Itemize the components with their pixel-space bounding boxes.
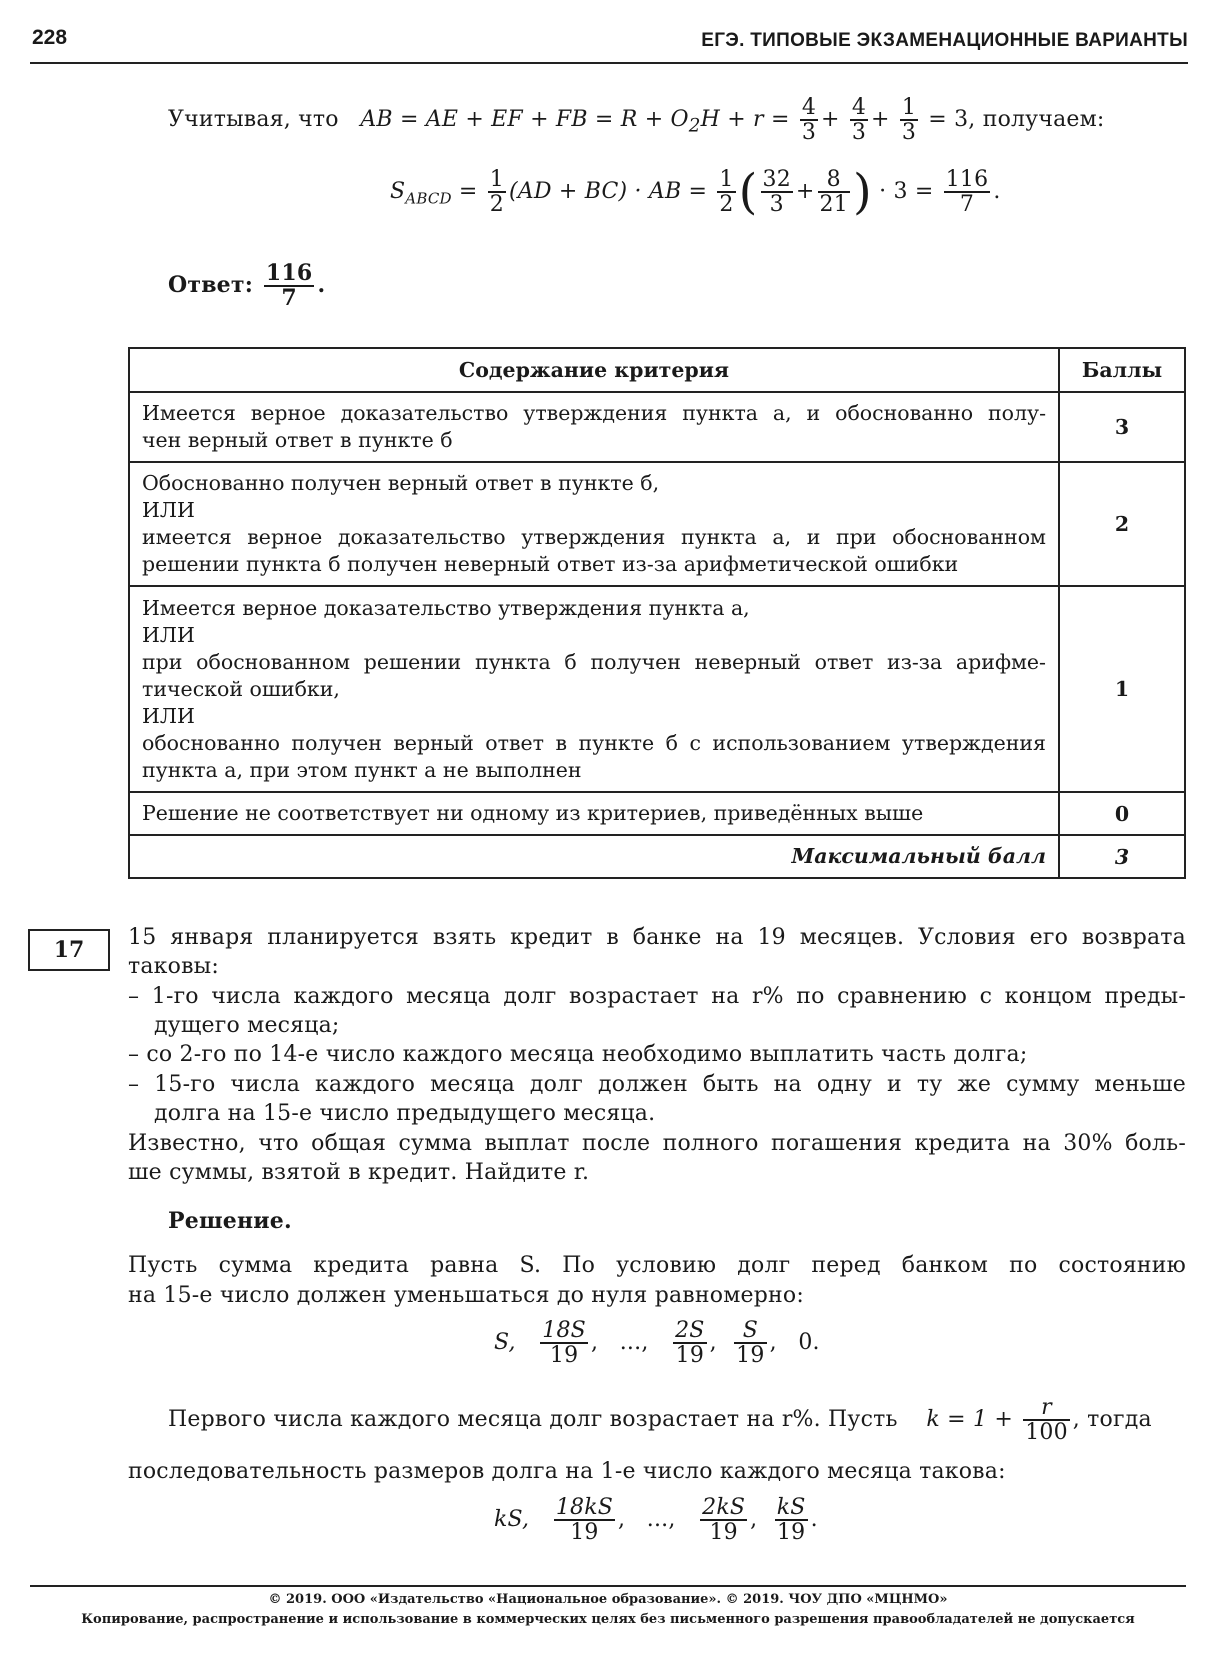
k-expression: k = 1 + [926, 1407, 1013, 1433]
criterion-text: Имеется верное доказательство утверждения пункта а, ИЛИ при обоснованном решении пункта б получен неверный ответ из-за арифме- тической ошибки, ИЛИ обоснованно получен верный ответ в пункте б с использованием утверждения пункта а, при этом пункт а не выполнен [129, 586, 1059, 792]
footer-copyright: © 2019. ООО «Издательство «Национальное образование». © 2019. ЧОУ ДПО «МЦНМО» [268, 1592, 948, 1607]
task-text-line: таковы: [128, 954, 219, 979]
max-score-label: Максимальный балл [129, 835, 1059, 878]
formula-ab-line: Учитывая, что AB = AE + EF + FB = $R + O_2H + r$ = $\frac{4}{3}$ + $\frac{4}{3}$ + $\frac{1}{3}$ = 3, получаем: [168, 95, 1105, 146]
table-header-row [129, 348, 1185, 392]
criteria-table [128, 347, 1186, 879]
ab-subscript: 2 [688, 115, 701, 137]
sequence-two: kS, $\frac{18kS}{19}$ , ..., $\frac{2kS}{19}$ , $\frac{kS}{19}$ . [494, 1495, 818, 1546]
page-number: 228 [32, 26, 68, 49]
criterion-text: Обоснованно получен верный ответ в пункте б, ИЛИ имеется верное доказательство утверждения пункта а, и при обоснованном решении пункта б получен неверный ответ из-за арифметической ошибки [129, 462, 1059, 586]
fraction-ks-19: $\frac{kS}{19}$ [776, 1495, 806, 1546]
header-content: Содержание критерия [129, 348, 1059, 392]
table-row [129, 792, 1185, 835]
times-three: · 3 = [879, 179, 934, 205]
k-intro-text: Первого числа каждого месяца долг возрастает на r%. Пусть [168, 1407, 898, 1433]
solution-heading: Решение. [168, 1208, 292, 1234]
header-points: Баллы [1059, 348, 1185, 392]
fraction-4-3-b: $\frac{4}{3}$ [851, 95, 867, 146]
table-row [129, 586, 1185, 792]
criterion-points: 2 [1059, 462, 1185, 586]
criterion-points: 3 [1059, 392, 1185, 462]
ab-rest: H + r = [700, 107, 790, 133]
fraction-half-a: $\frac{1}{2}$ [489, 167, 504, 218]
criterion-points: 1 [1059, 586, 1185, 792]
solution-text-line: на 15-е число должен уменьшаться до нуля равномерно: [128, 1283, 804, 1308]
equals-sign: = [458, 179, 478, 205]
task-text-line: дущего месяца; [154, 1013, 340, 1038]
task-text-line: 15 января планируется взять кредит в банке на 19 месяцев. Условия его возврата [128, 925, 1186, 950]
fraction-32-3: $\frac{32}{3}$ [762, 167, 791, 218]
fraction-2s-19: $\frac{2S}{19}$ [675, 1318, 705, 1369]
ab-expression: AB = AE + EF + FB = R + O [360, 107, 689, 133]
max-score-value: 3 [1059, 835, 1185, 878]
footer-notice: Копирование, распространение и использование в коммерческих целях без письменного разрешения правообладателей не допускается [81, 1612, 1135, 1627]
fraction-4-3-a: $\frac{4}{3}$ [801, 95, 817, 146]
footer-rule [30, 1585, 1186, 1587]
task-text-line: – 15-го числа каждого месяца долг должен быть на одну и ту же сумму меньше [128, 1072, 1186, 1097]
fraction-s-19: $\frac{S}{19}$ [736, 1318, 765, 1369]
task-text-line: долга на 15-е число предыдущего месяца. [154, 1101, 656, 1126]
given-intro: Учитывая, что [168, 107, 339, 133]
fraction-r-100: $\frac{r}{100}$ [1025, 1395, 1068, 1446]
fraction-half-b: $\frac{1}{2}$ [719, 167, 734, 218]
paren-expression: (AD + BC) · AB = [508, 179, 708, 205]
criterion-points: 0 [1059, 792, 1185, 835]
sequence-intro: последовательность размеров долга на 1-е число каждого месяца такова: [128, 1459, 1006, 1484]
obtain-word: получаем: [982, 107, 1105, 133]
k-definition-line: Первого числа каждого месяца долг возрастает на r%. Пусть k = 1 + $\frac{r}{100}$ , тогда [168, 1395, 1152, 1446]
fraction-1-3: $\frac{1}{3}$ [901, 95, 917, 146]
table-row [129, 392, 1185, 462]
s-subscript: ABCD [405, 189, 452, 208]
task-number-box: 17 [28, 929, 110, 971]
fraction-18ks-19: $\frac{18kS}{19}$ [555, 1495, 614, 1546]
sequence-one: S, $\frac{18S}{19}$ , ..., $\frac{2S}{19}$ , $\frac{S}{19}$ , 0. [494, 1318, 820, 1369]
answer-fraction: $\frac{116}{7}$ [265, 260, 313, 312]
fraction-2ks-19: $\frac{2kS}{19}$ [702, 1495, 746, 1546]
s-letter: S [390, 179, 406, 205]
task-text-line: – 1-го числа каждого месяца долг возрастает на r% по сравнению с концом преды- [128, 984, 1186, 1009]
solution-text-line: Пусть сумма кредита равна S. По условию долг перед банком по состоянию [128, 1253, 1186, 1278]
task-text-line: Известно, что общая сумма выплат после полного погашения кредита на 30% боль- [128, 1131, 1186, 1156]
answer-label: Ответ: [168, 272, 254, 299]
task-text-line: – со 2-го по 14-е число каждого месяца необходимо выплатить часть долга; [128, 1042, 1028, 1067]
criterion-text: Имеется верное доказательство утверждения пункта а, и обоснованно полу- чен верный ответ в пункте б [129, 392, 1059, 462]
fraction-18s-19: $\frac{18S}{19}$ [542, 1318, 586, 1369]
fraction-result: $\frac{116}{7}$ [945, 167, 989, 218]
answer-line: Ответ: $\frac{116}{7}$ . [168, 260, 326, 312]
equals-3: = 3, [928, 107, 976, 133]
table-row [129, 462, 1185, 586]
running-title: ЕГЭ. ТИПОВЫЕ ЭКЗАМЕНАЦИОННЫЕ ВАРИАНТЫ [701, 30, 1188, 51]
fraction-8-21: $\frac{8}{21}$ [819, 167, 848, 218]
header-rule [30, 62, 1188, 64]
formula-area-line: $S_{ABCD}$ = $\frac{1}{2}$ (AD + BC) · AB = $\frac{1}{2}$ ( $\frac{32}{3}$ + $\frac{8}{21}$ ) · 3 = $\frac{116}{7}$ . [390, 164, 1001, 221]
task-text-line: ше суммы, взятой в кредит. Найдите r. [128, 1160, 590, 1185]
criterion-text: Решение не соответствует ни одному из критериев, приведённых выше [129, 792, 1059, 835]
table-max-row [129, 835, 1185, 878]
